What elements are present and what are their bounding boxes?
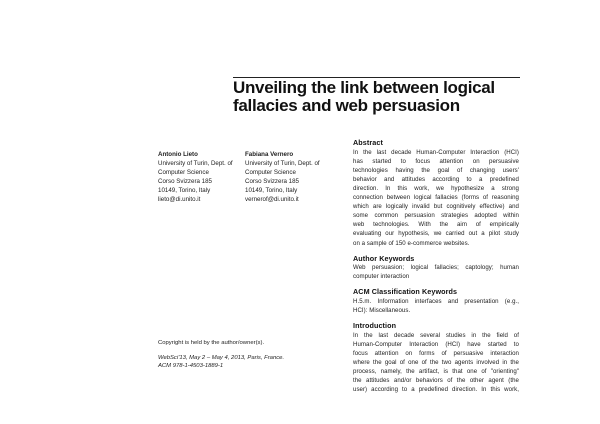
author-email[interactable]: lieto@di.unito.it — [158, 196, 201, 204]
body-line: Web persuasion; logical fallacies; captology; human — [353, 264, 519, 272]
body-line: computer interaction — [353, 273, 410, 281]
author-affiliation: University of Turin, Dept. of — [245, 160, 320, 168]
conference-info — [158, 354, 328, 371]
body-line: on a sample of 150 e-commerce websites. — [353, 239, 470, 247]
author-affiliation: University of Turin, Dept. of — [158, 160, 233, 168]
introduction-section — [353, 322, 519, 394]
author-name: Antonio Lieto — [158, 151, 198, 158]
body-line: the attitudes and/or behaviors of the other agent (the — [353, 377, 519, 385]
conference-line: WebSci'13, May 2 – May 4, 2013, Paris, France. — [158, 355, 285, 361]
author-street: Corso Svizzera 185 — [158, 178, 212, 186]
body-line: user) according to a predefined direction. In this work, — [353, 386, 519, 394]
body-line: web technologies. With the aim of empirically — [353, 221, 519, 229]
acm-classification-section — [353, 288, 519, 315]
body-line: direction. In this work, we hypothesize a strong — [353, 184, 519, 192]
body-line: Human-Computer Interaction (HCI) have started to — [353, 340, 519, 348]
author-city: 10149, Torino, Italy — [245, 187, 298, 195]
author-name: Fabiana Vernero — [245, 151, 294, 158]
body-line: some common persuasion strategies adopted within — [353, 212, 519, 220]
author-department: Computer Science — [245, 169, 296, 177]
body-line: In the last decade several studies in the field of — [353, 331, 519, 339]
keywords-section — [353, 255, 519, 282]
conference-line: ACM 978-1-4503-1889-1 — [158, 363, 224, 370]
section-heading: ACM Classification Keywords — [353, 287, 458, 297]
author-street: Corso Svizzera 185 — [245, 178, 299, 186]
abstract-section — [353, 139, 519, 248]
title-line: fallacies and web persuasion — [233, 96, 460, 115]
body-line: HCI): Miscellaneous. — [353, 307, 411, 315]
body-line: which are logically invalid but cognitively effective) and — [353, 203, 519, 211]
body-line: behavior and attitudes according to a predefined — [353, 175, 519, 183]
author-city: 10149, Torino, Italy — [158, 187, 211, 195]
body-line: technologies having the goal of changing users' — [353, 166, 519, 174]
body-line: process, namely, the artifact, is that one of "orienting" — [353, 368, 519, 376]
right-column — [353, 139, 519, 394]
body-line: has started to focus attention on persuasive — [353, 157, 519, 165]
section-heading: Abstract — [353, 138, 383, 147]
body-line: connection between logical fallacies (forms of reasoning — [353, 194, 519, 202]
author-email[interactable]: vernerof@di.unito.it — [245, 196, 299, 204]
body-line: H.5.m. Information interfaces and presentation (e.g., — [353, 298, 519, 305]
body-line: where the goal of one of the two agents involved in the — [353, 359, 519, 367]
body-line: focus attention on forms of persuasive interaction — [353, 349, 519, 357]
title-line: Unveiling the link between logical — [233, 78, 495, 97]
section-heading: Introduction — [353, 321, 397, 331]
paper-title — [233, 79, 533, 115]
section-heading: Author Keywords — [353, 253, 415, 263]
author-department: Computer Science — [158, 169, 209, 177]
author-block-2 — [245, 150, 355, 205]
body-line: In the last decade Human-Computer Interaction (HCI) — [353, 148, 519, 156]
copyright-notice: Copyright is held by the author/owner(s). — [158, 340, 265, 346]
body-line: evaluating our hypothesis, we carried out a pilot study — [353, 230, 519, 238]
